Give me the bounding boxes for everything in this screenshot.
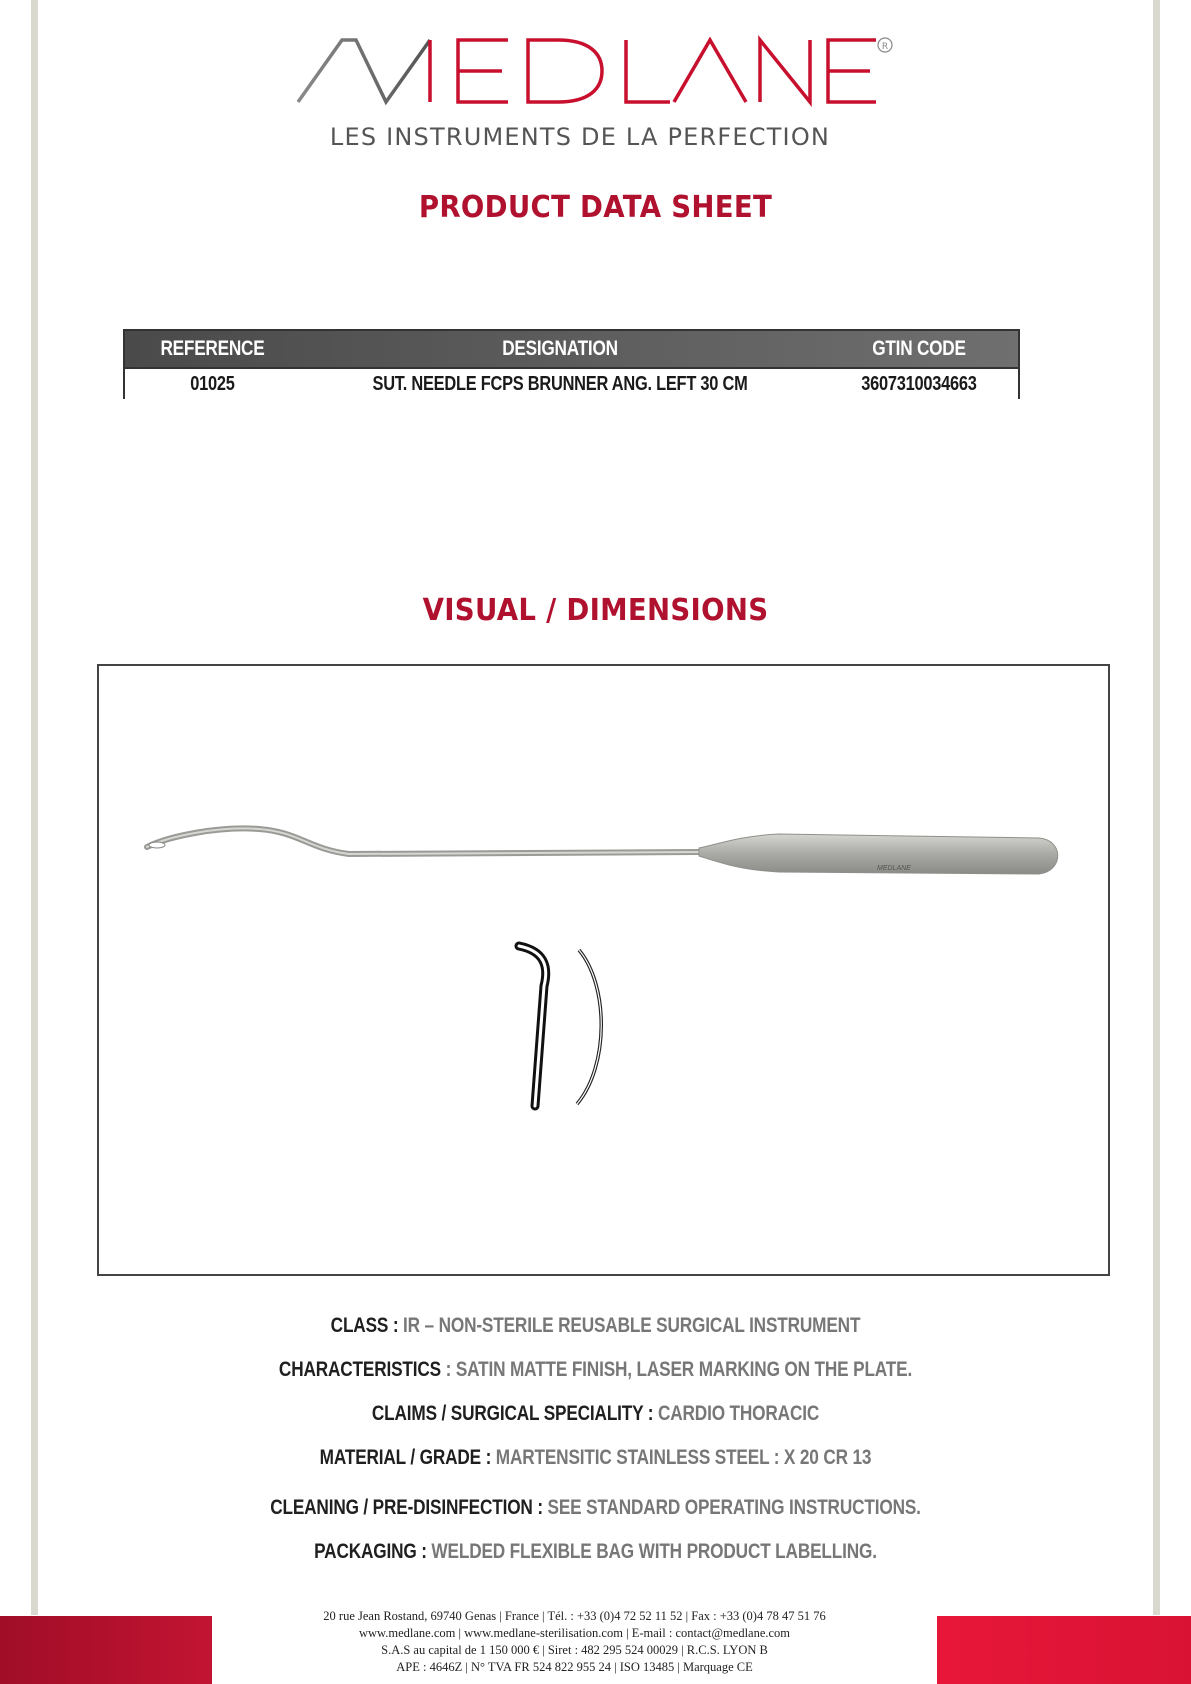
spec-characteristics: CHARACTERISTICS : SATIN MATTE FINISH, LASER MARKING ON THE PLATE. (278, 1358, 913, 1381)
footer-company-registration: S.A.S au capital de 1 150 000 € | Siret : 482 295 524 00029 | R.C.S. LYON B (381, 1643, 768, 1657)
product-visual-frame (97, 664, 1110, 1276)
table-header-row (125, 331, 1018, 367)
instrument-shaft (147, 828, 699, 854)
needle-eye-icon (149, 842, 165, 848)
table-row (125, 367, 1018, 399)
footer-address: 20 rue Jean Rostand, 69740 Genas | France | Tél. : +33 (0)4 72 52 11 52 | Fax : +33 (0)4 78 47 51 76 (323, 1609, 826, 1623)
header-gtin-code: GTIN CODE (872, 337, 966, 360)
instrument-illustration (99, 666, 1108, 1274)
spec-material-grade: MATERIAL / GRADE : MARTENSITIC STAINLESS STEEL : X 20 CR 13 (319, 1446, 872, 1469)
spec-cleaning: CLEANING / PRE-DISINFECTION : SEE STANDARD OPERATING INSTRUCTIONS. (270, 1496, 921, 1519)
spec-packaging: PACKAGING : WELDED FLEXIBLE BAG WITH PRODUCT LABELLING. (314, 1540, 877, 1563)
spec-class: CLASS : IR – NON-STERILE REUSABLE SURGICAL INSTRUMENT (330, 1314, 861, 1337)
footer-accent-bar-left (0, 1616, 212, 1684)
spec-surgical-speciality: CLAIMS / SURGICAL SPECIALITY : CARDIO THORACIC (371, 1402, 820, 1425)
handle-laser-marking: MEDLANE (877, 865, 911, 872)
footer-web-contact: www.medlane.com | www.medlane-sterilisation.com | E-mail : contact@medlane.com (358, 1626, 791, 1640)
left-border-rule (31, 0, 38, 1615)
footer-accent-bar-right (937, 1616, 1191, 1684)
footer-tax-certification: APE : 4646Z | N° TVA FR 524 822 955 24 | ISO 13485 | Marquage CE (396, 1660, 753, 1674)
visual-dimensions-title: VISUAL / DIMENSIONS (422, 593, 769, 628)
needle-detail-drawing (519, 946, 601, 1106)
medlane-wordmark (290, 30, 900, 125)
product-data-sheet-title: PRODUCT DATA SHEET (418, 190, 773, 225)
svg-text:R: R (881, 42, 889, 52)
medlane-logo (290, 30, 900, 150)
header-reference: REFERENCE (160, 337, 265, 360)
reference-table (123, 329, 1020, 399)
header-designation: DESIGNATION (502, 337, 618, 360)
cell-designation: SUT. NEEDLE FCPS BRUNNER ANG. LEFT 30 CM (372, 372, 748, 395)
cell-gtin-code: 3607310034663 (861, 372, 977, 395)
right-border-rule (1153, 0, 1160, 1615)
company-footer (212, 1608, 937, 1676)
brand-tagline: LES INSTRUMENTS DE LA PERFECTION (329, 123, 831, 151)
cell-reference: 01025 (190, 372, 235, 395)
